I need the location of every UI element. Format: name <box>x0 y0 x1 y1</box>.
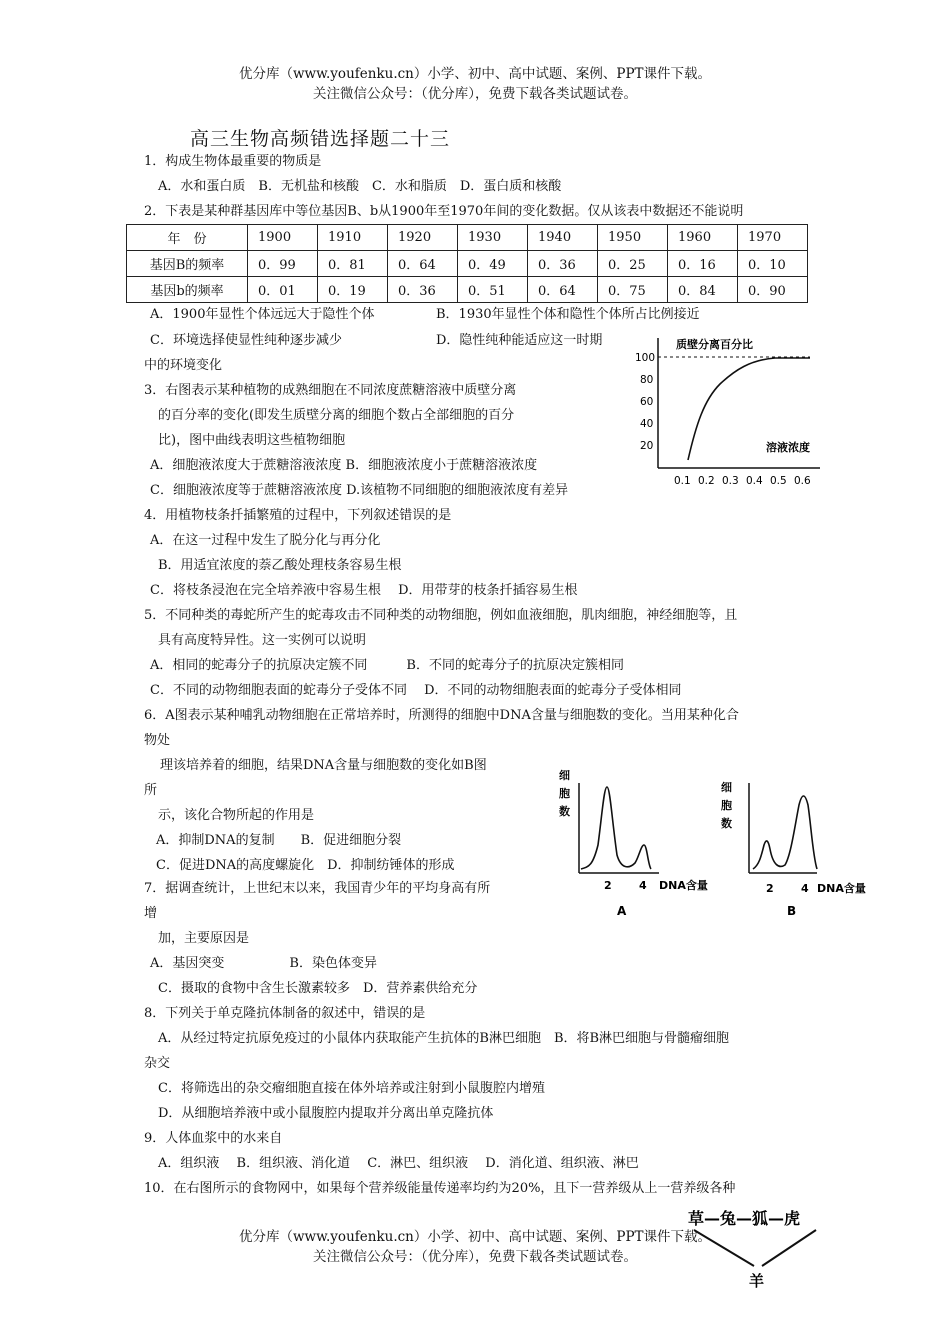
y-axis-label-char: 数 <box>721 817 732 830</box>
table-cell: 年 份 <box>127 225 248 251</box>
graph-label-b: B <box>787 904 797 918</box>
table-cell: 1970 <box>738 225 808 251</box>
q2-option-b: B．1930年显性个体和隐性个体所占比例接近 <box>436 307 700 322</box>
q5-options-cd: C．不同的动物细胞表面的蛇毒分子受体不同 D．不同的动物细胞表面的蛇毒分子受体相同 <box>150 683 682 698</box>
q4-stem: 4．用植物枝条扦插繁殖的过程中，下列叙述错误的是 <box>144 508 452 523</box>
q6-line2: 物处 <box>144 733 171 748</box>
table-cell: 0．25 <box>598 251 668 277</box>
distribution-curve-a <box>581 787 651 869</box>
x-tick-label: 0.6 <box>794 475 811 487</box>
page-header-line1: 优分库（www.youfenku.cn）小学、初中、高中试题、案例、PPT课件下载。 <box>238 66 712 82</box>
page-header-line2: 关注微信公众号：（优分库），免费下载各类试题试卷。 <box>313 86 637 102</box>
q2-option-a: A．1900年显性个体远远大于隐性个体 <box>150 307 375 322</box>
q5-line2: 具有高度特异性。这一实例可以说明 <box>158 633 367 648</box>
q1-stem: 1．构成生物体最重要的物质是 <box>144 154 322 169</box>
y-axis-label-char: 细 <box>559 769 570 782</box>
q5-options-ab: A．相同的蛇毒分子的抗原决定簇不同 B．不同的蛇毒分子的抗原决定簇相同 <box>150 658 624 673</box>
q6-options-cd: C．促进DNA的高度螺旋化 D．抑制纺锤体的形成 <box>156 858 455 873</box>
q3-options-cd: C．细胞液浓度等于蔗糖溶液浓度 D.该植物不同细胞的细胞液浓度有差异 <box>150 483 569 498</box>
q3-options-ab: A．细胞液浓度大于蔗糖溶液浓度 B．细胞液浓度小于蔗糖溶液浓度 <box>150 458 538 473</box>
y-axis-label-char: 数 <box>559 805 570 818</box>
x-axis-label: DNA含量 <box>659 879 708 892</box>
y-tick-label: 60 <box>640 396 654 408</box>
x-tick-label: 0.1 <box>674 475 691 487</box>
table-cell: 0．49 <box>458 251 528 277</box>
table-cell: 0．51 <box>458 277 528 303</box>
q8-option-d: D．从细胞培养液中或小鼠腹腔内提取并分离出单克隆抗体 <box>158 1106 494 1121</box>
q6-options-ab: A．抑制DNA的复制 B．促进细胞分裂 <box>156 833 402 848</box>
q6-line1: 6．A图表示某种哺乳动物细胞在正常培养时，所测得的细胞中DNA含量与细胞数的变化。当用某种化合 <box>144 708 739 723</box>
graph-a <box>559 768 708 918</box>
x-axis-label: DNA含量 <box>817 882 866 895</box>
q4-options-cd: C．将枝条浸泡在完全培养液中容易生根 D．用带芽的枝条扦插容易生根 <box>150 583 578 598</box>
table-cell: 1960 <box>668 225 738 251</box>
food-chain-label: 草—兔—狐—虎 <box>688 1209 801 1228</box>
page-footer-line2: 关注微信公众号：（优分库），免费下载各类试题试卷。 <box>313 1249 637 1265</box>
x-tick-label: 4 <box>801 882 809 895</box>
page-title: 高三生物高频错选择题二十三 <box>190 128 451 150</box>
page-footer-line1: 优分库（www.youfenku.cn）小学、初中、高中试题、案例、PPT课件下载。 <box>238 1229 712 1245</box>
y-tick-label: 40 <box>640 418 654 430</box>
y-tick-label: 80 <box>640 374 654 386</box>
table-cell: 0．75 <box>598 277 668 303</box>
q2-option-d-cont: 中的环境变化 <box>144 358 223 373</box>
q8-option-c: C．将筛选出的杂交瘤细胞直接在体外培养或注射到小鼠腹腔内增殖 <box>158 1081 545 1096</box>
q8-options-ab: A．从经过特定抗原免疫过的小鼠体内获取能产生抗体的B淋巴细胞 B．将B淋巴细胞与骨髓瘤细胞 <box>158 1031 730 1046</box>
table-cell: 0．64 <box>388 251 458 277</box>
table-cell: 0．64 <box>528 277 598 303</box>
x-tick-label: 0.2 <box>698 475 715 487</box>
dna-content-graphs <box>555 765 895 925</box>
q7-line3: 加，主要原因是 <box>158 931 250 946</box>
x-tick-label: 2 <box>766 882 774 895</box>
q10-stem: 10．在右图所示的食物网中，如果每个营养级能量传递率均约为20%，且下一营养级从上一营养级各种 <box>144 1181 736 1196</box>
q2-stem: 2．下表是某种群基因库中等位基因B、b从1900年至1970年间的变化数据。仅从该表中数据还不能说明 <box>144 204 744 219</box>
q2-option-d: D．隐性纯种能适应这一时期 <box>436 333 603 348</box>
q3-line1: 3．右图表示某种植物的成熟细胞在不同浓度蔗糖溶液中质壁分离 <box>144 383 517 398</box>
q2-option-c: C．环境选择使显性纯种逐步减少 <box>150 333 342 348</box>
table-row <box>127 225 808 251</box>
distribution-curve-b <box>753 796 817 869</box>
q4-option-b: B．用适宜浓度的萘乙酸处理枝条容易生根 <box>158 558 402 573</box>
table-cell: 1920 <box>388 225 458 251</box>
table-cell: 0．90 <box>738 277 808 303</box>
x-tick-label: 4 <box>639 879 647 892</box>
q7-options-ab: A．基因突变 B．染色体变异 <box>150 956 377 971</box>
x-tick-label: 0.5 <box>770 475 787 487</box>
q9-stem: 9．人体血浆中的水来自 <box>144 1131 283 1146</box>
q6-line4: 所 <box>144 783 158 798</box>
x-tick-label: 0.3 <box>722 475 739 487</box>
table-cell: 0．01 <box>248 277 318 303</box>
table-cell: 1910 <box>318 225 388 251</box>
x-tick-label: 0.4 <box>746 475 763 487</box>
table-cell: 1940 <box>528 225 598 251</box>
table-cell: 1950 <box>598 225 668 251</box>
q4-option-a: A．在这一过程中发生了脱分化与再分化 <box>150 533 381 548</box>
table-cell: 0．10 <box>738 251 808 277</box>
y-tick-label: 100 <box>635 352 656 364</box>
table-cell: 0．36 <box>528 251 598 277</box>
y-axis-label-char: 胞 <box>721 799 732 812</box>
q8-stem: 8．下列关于单克隆抗体制备的叙述中，错误的是 <box>144 1006 426 1021</box>
q8-options-ab-cont: 杂交 <box>144 1056 171 1071</box>
plasmolysis-graph <box>630 330 830 490</box>
table-cell: 1900 <box>248 225 318 251</box>
table-cell: 0．16 <box>668 251 738 277</box>
q3-line2: 的百分率的变化(即发生质壁分离的细胞个数占全部细胞的百分 <box>158 408 515 423</box>
table-cell: 基因b的频率 <box>127 277 248 303</box>
graph-label-a: A <box>617 904 627 918</box>
table-cell: 0．36 <box>388 277 458 303</box>
q6-line5: 示，该化合物所起的作用是 <box>158 808 315 823</box>
q7-options-cd: C．摄取的食物中含生长激素较多 D．营养素供给充分 <box>158 981 478 996</box>
y-axis-label-char: 胞 <box>559 787 570 800</box>
table-row <box>127 251 808 277</box>
table-cell: 0．99 <box>248 251 318 277</box>
x-tick-label: 2 <box>604 879 612 892</box>
table-cell: 0．19 <box>318 277 388 303</box>
y-axis-label-char: 细 <box>721 781 732 794</box>
q3-line3: 比)，图中曲线表明这些植物细胞 <box>158 433 346 448</box>
q9-options: A．组织液 B．组织液、消化道 C．淋巴、组织液 D．消化道、组织液、淋巴 <box>158 1156 639 1171</box>
x-axis-label: 溶液浓度 <box>766 441 810 454</box>
graph-b <box>721 780 866 918</box>
table-cell: 基因B的频率 <box>127 251 248 277</box>
q7-line2: 增 <box>144 906 158 921</box>
q5-line1: 5．不同种类的毒蛇所产生的蛇毒攻击不同种类的动物细胞，例如血液细胞，肌肉细胞，神经细胞等，且 <box>144 608 738 623</box>
q7-line1: 7．据调查统计，上世纪末以来，我国青少年的平均身高有所 <box>144 881 491 896</box>
sheep-label: 羊 <box>749 1272 765 1290</box>
table-cell: 0．84 <box>668 277 738 303</box>
y-tick-label: 20 <box>640 440 654 452</box>
q6-line3: 理该培养着的细胞，结果DNA含量与细胞数的变化如B图 <box>160 758 487 773</box>
q1-options: A．水和蛋白质 B．无机盐和核酸 C．水和脂质 D．蛋白质和核酸 <box>158 179 562 194</box>
graph-title: 质壁分离百分比 <box>676 338 753 351</box>
allele-frequency-table <box>126 224 808 303</box>
table-cell: 1930 <box>458 225 528 251</box>
table-row <box>127 277 808 303</box>
table-cell: 0．81 <box>318 251 388 277</box>
